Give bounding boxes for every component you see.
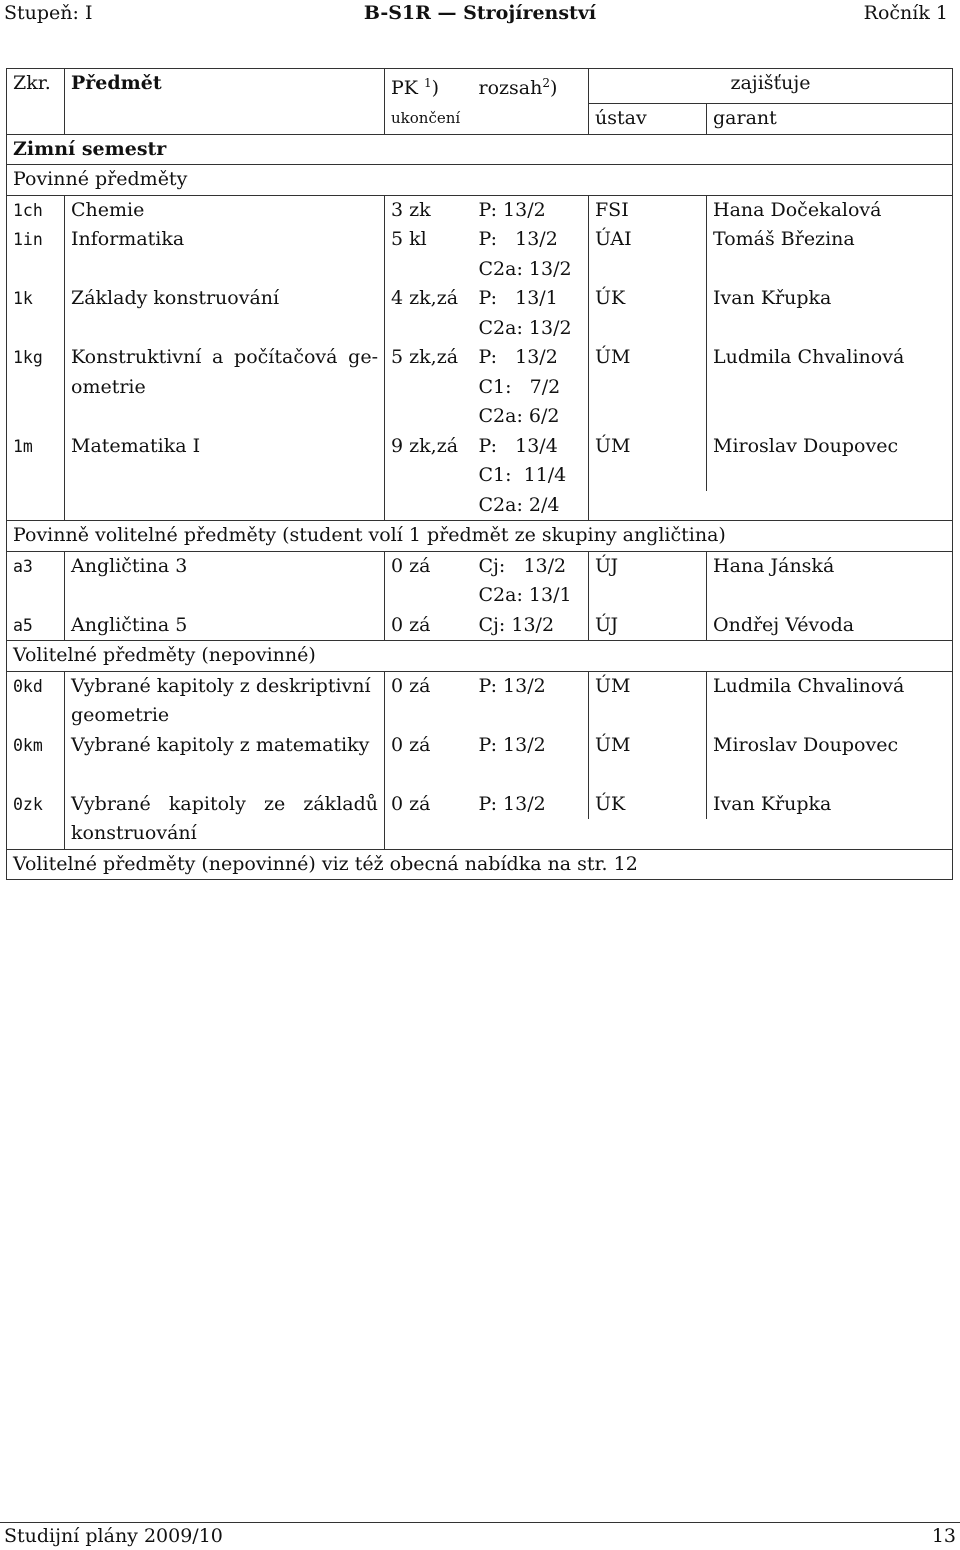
course-garant: Ludmila Chvalinová [707, 671, 953, 701]
course-pk: 5 zk,zá [391, 346, 459, 368]
footer-publication: Studijní plány 2009/10 [4, 1525, 223, 1547]
course-garant: Hana Jánská [707, 551, 953, 581]
table-row-continuation [7, 491, 953, 521]
course-name-continuation: konstruování [65, 819, 385, 849]
col-header-zkr: Zkr. [7, 69, 65, 104]
course-name: Vybrané kapitoly ze základů [65, 790, 385, 820]
course-name-continuation: geometrie [65, 701, 385, 731]
course-ustav: ÚM [589, 671, 707, 701]
course-code: a3 [7, 551, 65, 581]
page-footer [0, 1522, 960, 1547]
course-garant: Ondřej Vévoda [707, 611, 953, 641]
header-year: Ročník 1 [863, 2, 948, 24]
course-code: 0km [7, 731, 65, 761]
section-row [7, 849, 953, 880]
course-code: 1ch [7, 195, 65, 225]
table-header-row [7, 69, 953, 104]
table-row [7, 611, 953, 641]
course-rozsah: Cj: 13/2 [473, 611, 589, 641]
course-pk: 4 zk,zá [391, 287, 459, 309]
course-name: Vybrané kapitoly z deskriptivní [65, 671, 385, 701]
study-plan-table [6, 68, 953, 880]
course-rozsah: P: 13/4 [473, 432, 589, 462]
section-row [7, 134, 953, 165]
course-name-continuation: ometrie [65, 373, 385, 403]
course-code: 1m [7, 432, 65, 462]
table-row-continuation [7, 255, 953, 285]
course-code: 0kd [7, 671, 65, 701]
course-ustav: FSI [589, 195, 707, 225]
course-rozsah: P: 13/2 [473, 671, 589, 701]
course-garant: Tomáš Březina [707, 225, 953, 255]
course-name: Chemie [65, 195, 385, 225]
course-name: Angličtina 5 [65, 611, 385, 641]
course-name: Konstruktivní a počítačová ge- [65, 343, 385, 373]
table-row [7, 432, 953, 462]
course-code: 0zk [7, 790, 65, 820]
table-row-continuation [7, 402, 953, 432]
course-ustav: ÚJ [589, 611, 707, 641]
course-rozsah: C1: 7/2 [473, 373, 589, 403]
table-row [7, 225, 953, 255]
header-level: Stupeň: I [4, 2, 93, 24]
course-code: a5 [7, 611, 65, 641]
course-rozsah: C2a: 13/1 [473, 581, 589, 611]
course-ustav: ÚK [589, 790, 707, 820]
course-garant: Ivan Křupka [707, 790, 953, 820]
table-row [7, 790, 953, 820]
table-row [7, 551, 953, 581]
page-header [0, 0, 960, 30]
course-rozsah: P: 13/2 [473, 195, 589, 225]
course-ustav: ÚK [589, 284, 707, 314]
course-rozsah: P: 13/2 [473, 343, 589, 373]
course-pk: 9 zk,zá [391, 434, 459, 457]
table-row [7, 195, 953, 225]
course-ustav: ÚJ [589, 551, 707, 581]
course-pk: 0 zá [391, 792, 431, 815]
table-row [7, 284, 953, 314]
col-header-pk: PK $^1$) [385, 69, 473, 104]
section-elective-required: Povinně volitelné předměty (student volí 1 předmět ze skupiny angličtina) [7, 521, 953, 552]
course-rozsah: P: 13/2 [473, 790, 589, 820]
course-pk: 0 zá [391, 674, 431, 697]
col-header-ustav: ústav [589, 104, 707, 135]
section-optional: Volitelné předměty (nepovinné) [7, 641, 953, 672]
col-header-predmet: Předmět [65, 69, 385, 104]
course-ustav: ÚM [589, 343, 707, 373]
course-garant: Ivan Křupka [707, 284, 953, 314]
table-row [7, 731, 953, 761]
course-rozsah: P: 13/2 [473, 731, 589, 761]
table-row-spacer [7, 760, 953, 790]
course-rozsah: P: 13/2 [473, 225, 589, 255]
section-optional-note: Volitelné předměty (nepovinné) viz též obecná nabídka na str. 12 [7, 849, 953, 880]
course-ustav: ÚM [589, 432, 707, 462]
section-row [7, 641, 953, 672]
course-name: Základy konstruování [65, 284, 385, 314]
table-row-continuation [7, 373, 953, 403]
course-rozsah: C2a: 13/2 [473, 314, 589, 344]
col-header-rozsah: rozsah$^2$) [473, 69, 589, 104]
course-name: Matematika I [65, 432, 385, 462]
course-rozsah: C2a: 6/2 [473, 402, 589, 432]
course-code: 1kg [7, 343, 65, 373]
course-rozsah: Cj: 13/2 [473, 551, 589, 581]
course-garant: Miroslav Doupovec [707, 432, 953, 462]
course-ustav: ÚM [589, 731, 707, 761]
course-pk: 5 kl [391, 228, 427, 250]
section-row [7, 165, 953, 196]
course-rozsah: C2a: 2/4 [473, 491, 589, 521]
section-winter: Zimní semestr [7, 134, 953, 165]
col-header-garant: garant [707, 104, 953, 135]
table-row-continuation [7, 314, 953, 344]
table-row-continuation [7, 461, 953, 491]
course-name: Informatika [65, 225, 385, 255]
course-rozsah: C2a: 13/2 [473, 255, 589, 285]
course-garant: Miroslav Doupovec [707, 731, 953, 761]
course-pk: 0 zá [391, 733, 431, 756]
table-row [7, 671, 953, 701]
course-rozsah: P: 13/1 [473, 284, 589, 314]
course-name: Vybrané kapitoly z matematiky [65, 731, 385, 761]
course-code: 1in [7, 225, 65, 255]
col-header-ukonceni: ukončení [385, 104, 473, 135]
course-code: 1k [7, 284, 65, 314]
col-header-zajistuje: zajišťuje [589, 69, 953, 104]
table-row-continuation [7, 581, 953, 611]
section-row [7, 521, 953, 552]
table-row-continuation [7, 819, 953, 849]
course-garant: Hana Dočekalová [707, 195, 953, 225]
footer-page-number: 13 [931, 1525, 956, 1547]
table-subheader-row [7, 104, 953, 135]
section-compulsory: Povinné předměty [7, 165, 953, 196]
course-garant: Ludmila Chvalinová [707, 343, 953, 373]
course-pk: 0 zá [391, 554, 431, 577]
course-pk: 3 zk [391, 198, 431, 221]
course-rozsah: C1: 11/4 [473, 461, 589, 491]
course-ustav: ÚAI [589, 225, 707, 255]
course-name: Angličtina 3 [65, 551, 385, 581]
course-pk: 0 zá [385, 611, 473, 641]
table-row [7, 343, 953, 373]
table-row-continuation [7, 701, 953, 731]
header-program-title: B-S1R — Strojírenství [363, 2, 597, 24]
